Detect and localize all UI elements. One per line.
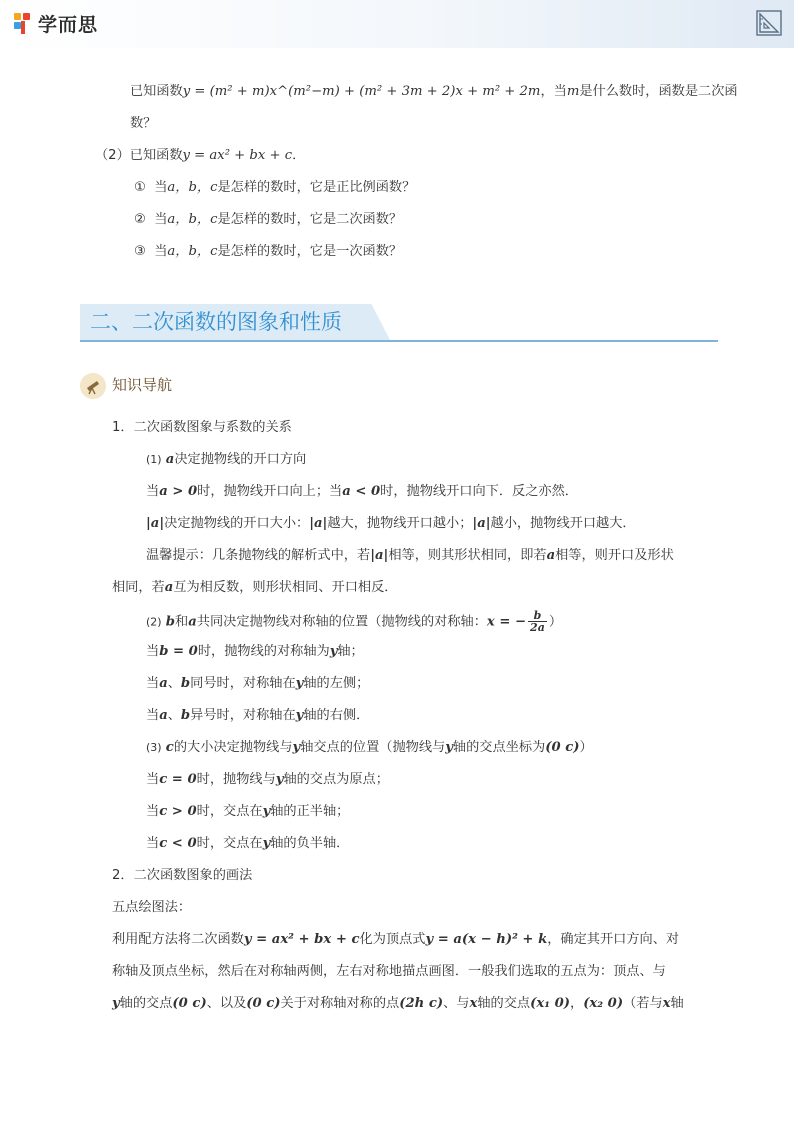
- page-header: [0, 0, 794, 48]
- point-3: (3) c的大小决定抛物线与y轴交点的位置（抛物线与y轴的交点坐标为(0 c)）: [146, 740, 593, 755]
- point-2: (2) b和a共同决定抛物线对称轴的位置（抛物线的对称轴：x = − $\frac{b}{2a}$ ）: [146, 609, 563, 634]
- text-line: |a|决定抛物线的开口大小：|a|越大，抛物线开口越小；|a|越小，抛物线开口越大．: [146, 516, 636, 531]
- ruler-triangle-icon: [756, 10, 782, 36]
- heading-2: 2．二次函数图象的画法: [112, 868, 253, 883]
- section-title: 二、二次函数的图象和性质: [90, 310, 342, 334]
- text-line: 当b = 0时，抛物线的对称轴为y轴；: [146, 644, 364, 659]
- question-1-line-2: 数？: [130, 116, 157, 131]
- point-1: (1) a决定抛物线的开口方向: [146, 452, 307, 467]
- tip-line: 相同，若a互为相反数，则形状相同、开口相反．: [112, 580, 398, 595]
- section-header: [80, 304, 718, 342]
- text-line: 当a、b异号时，对称轴在y轴的右侧．: [146, 708, 370, 723]
- brand-logo: [12, 10, 98, 36]
- tip-line: 温馨提示：几条抛物线的解析式中，若|a|相等，则其形状相同，即若a相等，则开口及形状: [146, 548, 674, 563]
- text-line: 当c < 0时，交点在y轴的负半轴．: [146, 836, 350, 851]
- text-line: 当c > 0时，交点在y轴的正半轴；: [146, 804, 350, 819]
- text-line: 称轴及顶点坐标，然后在对称轴两侧，左右对称地描点画图．一般我们选取的五点为：顶点、与: [112, 964, 666, 979]
- text-line: 当a > 0时，抛物线开口向上；当a < 0时，抛物线开口向下．反之亦然．: [146, 484, 578, 499]
- question-2-item-1: ① 当a，b，c是怎样的数时，它是正比例函数？: [134, 180, 416, 195]
- text-line: y轴的交点(0 c)、以及(0 c)关于对称轴对称的点(2h c)、与x轴的交点(x₁ 0)，(x₂ 0)（若与x轴: [112, 996, 684, 1011]
- question-2-stem: （2）已知函数y = ax² + bx + c．: [95, 148, 306, 163]
- question-2-item-2: ② 当a，b，c是怎样的数时，它是二次函数？: [134, 212, 403, 227]
- text-line: 当a、b同号时，对称轴在y轴的左侧；: [146, 676, 370, 691]
- logo-mark-icon: [12, 11, 34, 35]
- question-2-item-3: ③ 当a，b，c是怎样的数时，它是一次函数？: [134, 244, 403, 259]
- telescope-icon: [80, 373, 106, 399]
- formula: y = (m² + m)x^(m²−m) + (m² + 3m + 2)x + m² + 2m: [182, 84, 541, 99]
- knowledge-nav-title: 知识导航: [112, 376, 173, 394]
- question-1-line-1: 已知函数y = (m² + m)x^(m²−m) + (m² + 3m + 2)x + m² + 2m，当m是什么数时，函数是二次函: [130, 84, 738, 99]
- fraction: $\frac{b}{2a}$: [530, 609, 545, 634]
- text-line: 利用配方法将二次函数y = ax² + bx + c化为顶点式y = a(x − h)² + k，确定其开口方向、对: [112, 932, 680, 947]
- text-line: 当c = 0时，抛物线与y轴的交点为原点；: [146, 772, 389, 787]
- heading-1: 1．二次函数图象与系数的关系: [112, 420, 292, 435]
- logo-text: 学而思: [38, 13, 99, 36]
- text-line: 五点绘图法：: [112, 900, 192, 915]
